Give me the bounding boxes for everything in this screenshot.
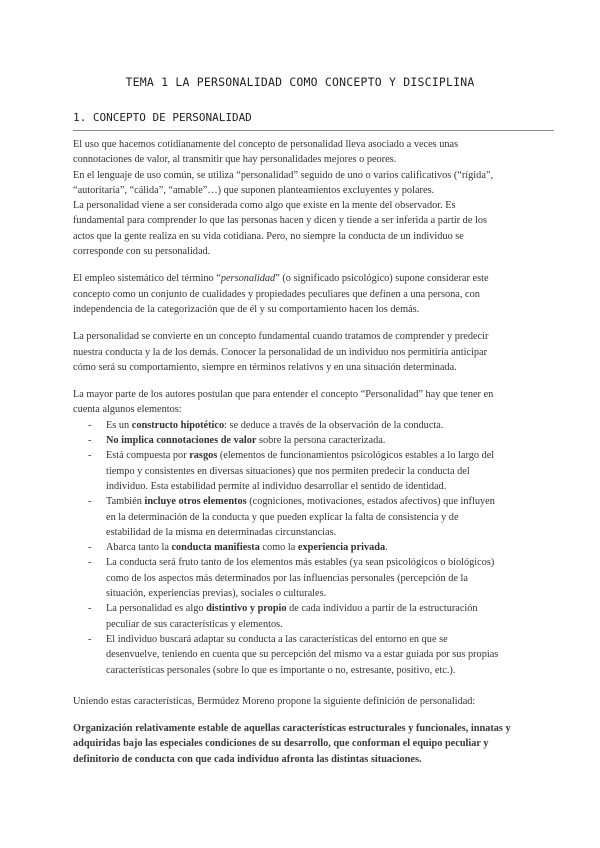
- text-line: El uso que hacemos cotidianamente del concepto de personalidad lleva asociado a veces unas: [73, 139, 459, 150]
- list-item: [88, 448, 535, 494]
- list-bullet: -: [88, 603, 92, 615]
- text-fragment: Es un: [106, 419, 132, 431]
- bold-term: conducta manifiesta: [171, 542, 260, 554]
- text-fragment: (elementos de funcionamientos psicológicos estables a lo largo del: [217, 450, 495, 462]
- text-line: situación, experiencias previas), sociales o culturales.: [106, 588, 327, 600]
- text-fragment: como la: [259, 542, 298, 554]
- paragraph-definition-intro: Uniendo estas características, Bermúdez Moreno propone la siguiente definición de personalidad:: [73, 695, 476, 707]
- text-fragment: .: [385, 542, 388, 554]
- list-bullet: -: [88, 435, 92, 447]
- paragraph-term: [73, 271, 535, 317]
- text-fragment: Está compuesta por: [106, 450, 190, 462]
- text-line: características personales (sobre lo que es importante o no, estresante, positivo, etc.).: [106, 664, 456, 676]
- section-heading: 1. CONCEPTO DE PERSONALIDAD: [73, 111, 252, 124]
- bold-term: constructo hipotético: [131, 419, 225, 431]
- text-line: estabilidad de la misma en determinadas circunstancias.: [106, 526, 337, 538]
- list-bullet: -: [88, 450, 92, 462]
- list-item: [88, 540, 535, 555]
- text-line: concepto como un conjunto de cualidades y propiedades peculiares que definen a una persona, con: [73, 288, 480, 300]
- list-item: [88, 555, 535, 601]
- text-line: La personalidad viene a ser considerada como algo que existe en la mente del observador. Es: [73, 200, 456, 212]
- list-item: [88, 632, 535, 678]
- text-line: cómo será su comportamiento, siempre en términos relativos y en una situación determinada.: [73, 361, 457, 373]
- list-item: [88, 433, 535, 448]
- page-title: TEMA 1 LA PERSONALIDAD COMO CONCEPTO Y DISCIPLINA: [125, 75, 475, 89]
- bold-term: No implica connotaciones de valor: [106, 435, 257, 447]
- text-line: connotaciones de valor, al transmitir que hay personalidades mejores o peores.: [73, 154, 397, 166]
- text-line: definitorio de conducta con que cada individuo afronta las distintas situaciones.: [73, 753, 422, 765]
- list-item: [88, 494, 535, 540]
- list-bullet: -: [88, 557, 92, 569]
- text-line: La mayor parte de los autores postulan que para entender el concepto “Personalidad” hay que tener en: [73, 389, 494, 401]
- bold-term: distintivo y propio: [206, 603, 287, 615]
- text-line: fundamental para comprender lo que las personas hacen y dicen y tiende a ser inferida a partir de los: [73, 215, 487, 227]
- text-line: cuenta algunos elementos:: [73, 404, 182, 416]
- text-line: “autoritaria”, “cálida”, “amable”…) que suponen planteamientos excluyentes y polares.: [73, 184, 435, 196]
- section-divider: [73, 130, 554, 131]
- text-line: corresponde con su personalidad.: [73, 246, 211, 258]
- list-item: [88, 601, 535, 632]
- bold-term: incluye otros elementos: [144, 496, 247, 508]
- text-fragment: (cogniciones, motivaciones, estados afectivos) que influyen: [246, 496, 495, 508]
- list-bullet: -: [88, 419, 92, 431]
- text-line: independencia de la categorización que de él y su comportamiento hacen los demás.: [73, 303, 420, 315]
- italic-term: personalidad: [220, 273, 276, 285]
- definition-block: [73, 721, 535, 767]
- text-fragment: Abarca tanto la: [106, 542, 172, 554]
- text-fragment: También: [106, 496, 145, 508]
- text-fragment: El empleo sistemático del término “: [73, 273, 221, 285]
- text-line: La personalidad se convierte en un concepto fundamental cuando tratamos de comprender y predecir: [73, 331, 489, 343]
- elements-list: [73, 418, 535, 678]
- bold-term: rasgos: [189, 450, 218, 462]
- paragraph-elements-intro: [73, 387, 535, 418]
- list-bullet: -: [88, 496, 92, 508]
- list-item: [88, 418, 535, 433]
- text-line: adquiridas bajo las especiales condiciones de su desarrollo, que conforman el equipo peculiar y: [73, 738, 489, 750]
- text-line: actos que la gente realiza en su vida cotidiana. Pero, no siempre la conducta de un individuo se: [73, 230, 464, 242]
- text-line: individuo. Esta estabilidad permite al individuo desarrollar el sentido de identidad.: [106, 480, 447, 492]
- text-line: En el lenguaje de uso común, se utiliza “personalidad” seguido de uno o varios calificativos (“rígida”,: [73, 169, 494, 181]
- text-line: tiempo y consistentes en diversas situaciones) que nos permiten predecir la conducta del: [106, 465, 470, 477]
- text-fragment: La personalidad es algo: [106, 603, 207, 615]
- text-line: nuestra conducta y la de los demás. Conocer la personalidad de un individuo nos permitiría anticipar: [73, 346, 488, 358]
- bold-term: experiencia privada: [297, 542, 386, 554]
- text-fragment: de cada individuo a partir de la estructuración: [286, 603, 478, 615]
- paragraph-intro: [73, 137, 535, 259]
- list-bullet: -: [88, 542, 92, 554]
- text-line: como de los aspectos más determinados por las influencias personales (percepción de la: [106, 572, 468, 584]
- text-line: desenvuelve, teniendo en cuenta que su percepción del mismo va a estar guiada por sus propias: [106, 649, 499, 661]
- text-fragment: : se deduce a través de la observación de la conducta.: [224, 419, 444, 431]
- section-body: [73, 137, 535, 779]
- text-line: peculiar de sus características y elementos.: [106, 618, 283, 630]
- text-line: ” (o significado psicológico) supone considerar este: [275, 273, 489, 285]
- text-line: La conducta será fruto tanto de los elementos más estables (ya sean psicológicos o biológicos): [106, 557, 495, 569]
- list-bullet: -: [88, 633, 92, 645]
- text-line: El individuo buscará adaptar su conducta a las características del entorno en que se: [106, 633, 448, 645]
- text-line: Organización relativamente estable de aquellas características estructurales y funcionales, innatas y: [73, 723, 511, 735]
- paragraph-prediction: [73, 329, 535, 375]
- text-line: en la determinación de la conducta y que pueden explicar la falta de consistencia y de: [106, 511, 459, 523]
- text-fragment: sobre la persona caracterizada.: [256, 435, 386, 447]
